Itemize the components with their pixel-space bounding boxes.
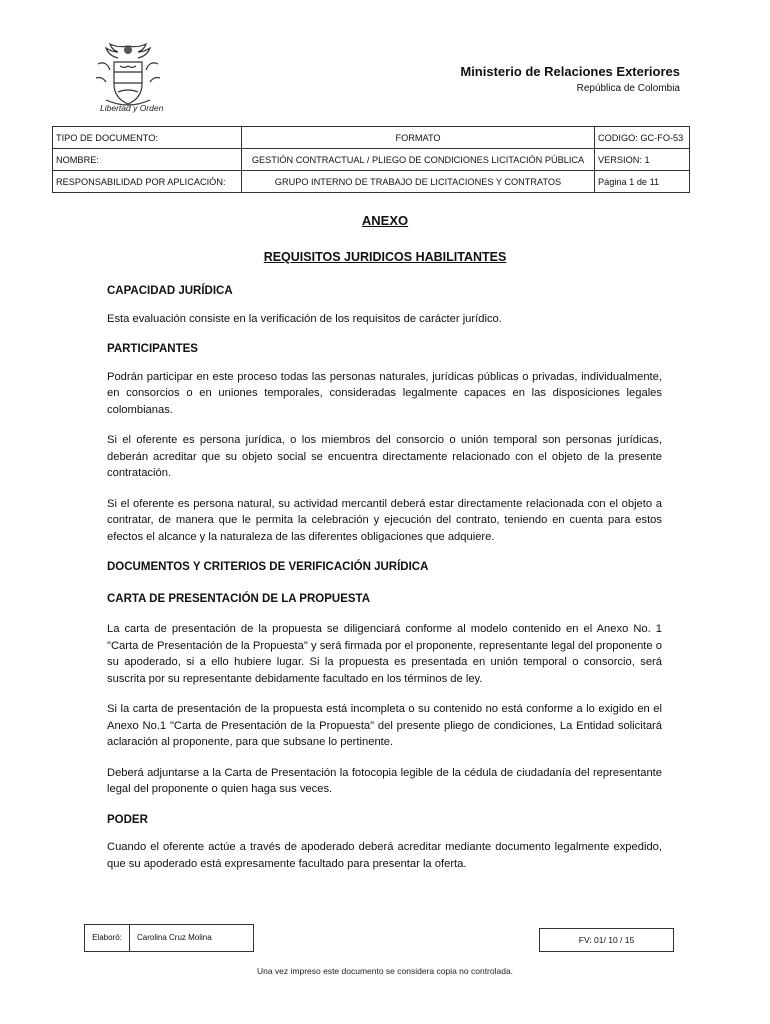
- elaborated-by-label: Elaboró:: [85, 925, 130, 951]
- motto-text: Libertad y Orden: [100, 103, 164, 113]
- responsibility-label: RESPONSABILIDAD POR APLICACIÓN:: [53, 171, 242, 193]
- paragraph: Si el oferente es persona natural, su actividad mercantil deberá estar directamente relacionada con el objeto a contratar, de manera que le permita la celebración y ejecución del contrato, teniendo en cuenta para estos efectos el alcance y la naturaleza de las diferentes obligaciones que adquiere.: [107, 497, 662, 543]
- page-number: Página 1 de 11: [595, 171, 690, 193]
- table-row: [53, 149, 690, 171]
- document-subtitle: REQUISITOS JURIDICOS HABILITANTES: [263, 250, 507, 264]
- doc-code: CODIGO: GC-FO-53: [595, 127, 690, 149]
- paragraph: La carta de presentación de la propuesta se diligenciará conforme al modelo contenido en el Anexo No. 1 "Carta de Presentación de la Propuesta" y será firmada por el proponente, representante legal del proponente o su apoderado, si a ello hubiere lugar. Si la propuesta es presentada en unión temporal o consorcio, será suscrita por su representante debidamente facultado en los términos de ley.: [107, 623, 662, 685]
- elaborated-by-name: Carolina Cruz Molina: [137, 933, 212, 942]
- ministry-name: Ministerio de Relaciones Exteriores: [460, 64, 680, 79]
- section-heading-carta: CARTA DE PRESENTACIÓN DE LA PROPUESTA: [107, 592, 371, 605]
- annex-title: ANEXO: [361, 213, 409, 228]
- section-heading-capacidad: CAPACIDAD JURÍDICA: [107, 285, 233, 297]
- doc-type-value: FORMATO: [242, 127, 595, 149]
- table-row: [53, 171, 690, 193]
- name-label: NOMBRE:: [53, 149, 242, 171]
- name-value: GESTIÓN CONTRACTUAL / PLIEGO DE CONDICIONES LICITACIÓN PÚBLICA: [242, 149, 595, 171]
- document-info-table: [52, 126, 690, 193]
- elaborated-by-box: [84, 924, 254, 952]
- paragraph: Si el oferente es persona jurídica, o los miembros del consorcio o unión temporal son personas jurídicas, deberán acreditar que su objeto social se encuentra directamente relacionado con el objeto de la presente contratación.: [107, 434, 662, 479]
- table-row: [53, 127, 690, 149]
- uncontrolled-copy-note: Una vez impreso este documento se considera copia no controlada.: [256, 966, 514, 976]
- paragraph: Esta evaluación consiste en la verificación de los requisitos de carácter jurídico.: [107, 312, 502, 325]
- section-heading-participantes: PARTICIPANTES: [107, 343, 198, 355]
- doc-version: VERSION: 1: [595, 149, 690, 171]
- paragraph: Si la carta de presentación de la propuesta está incompleta o su contenido no está conforme a lo exigido en el Anexo No.1 "Carta de Presentación de la Propuesta" del presente pliego de condiciones, La Entidad solicitará aclaración al proponente, para que subsane lo pertinente.: [107, 703, 662, 748]
- paragraph: Deberá adjuntarse a la Carta de Presentación la fotocopia legible de la cédula de ciudadanía del representante legal del proponente o quien haga sus veces.: [107, 766, 662, 795]
- doc-type-label: TIPO DE DOCUMENTO:: [53, 127, 242, 149]
- section-heading-poder: PODER: [107, 813, 148, 826]
- document-body: [107, 283, 662, 886]
- paragraph: Cuando el oferente actúe a través de apoderado deberá acreditar mediante documento legalmente expedido, que su apoderado está expresamente facultado para presentar la oferta.: [107, 841, 662, 870]
- country-name: República de Colombia: [576, 83, 680, 94]
- responsibility-value: GRUPO INTERNO DE TRABAJO DE LICITACIONES Y CONTRATOS: [242, 171, 595, 193]
- paragraph: Podrán participar en este proceso todas las personas naturales, jurídicas públicas o privadas, individualmente, en consorcios o en uniones temporales, consideradas legalmente capaces en las disposiciones legales colombianas.: [107, 370, 662, 416]
- section-heading-documentos: DOCUMENTOS Y CRITERIOS DE VERIFICACIÓN JURÍDICA: [107, 561, 429, 573]
- fv-date-box: FV: 01/ 10 / 15: [539, 928, 674, 952]
